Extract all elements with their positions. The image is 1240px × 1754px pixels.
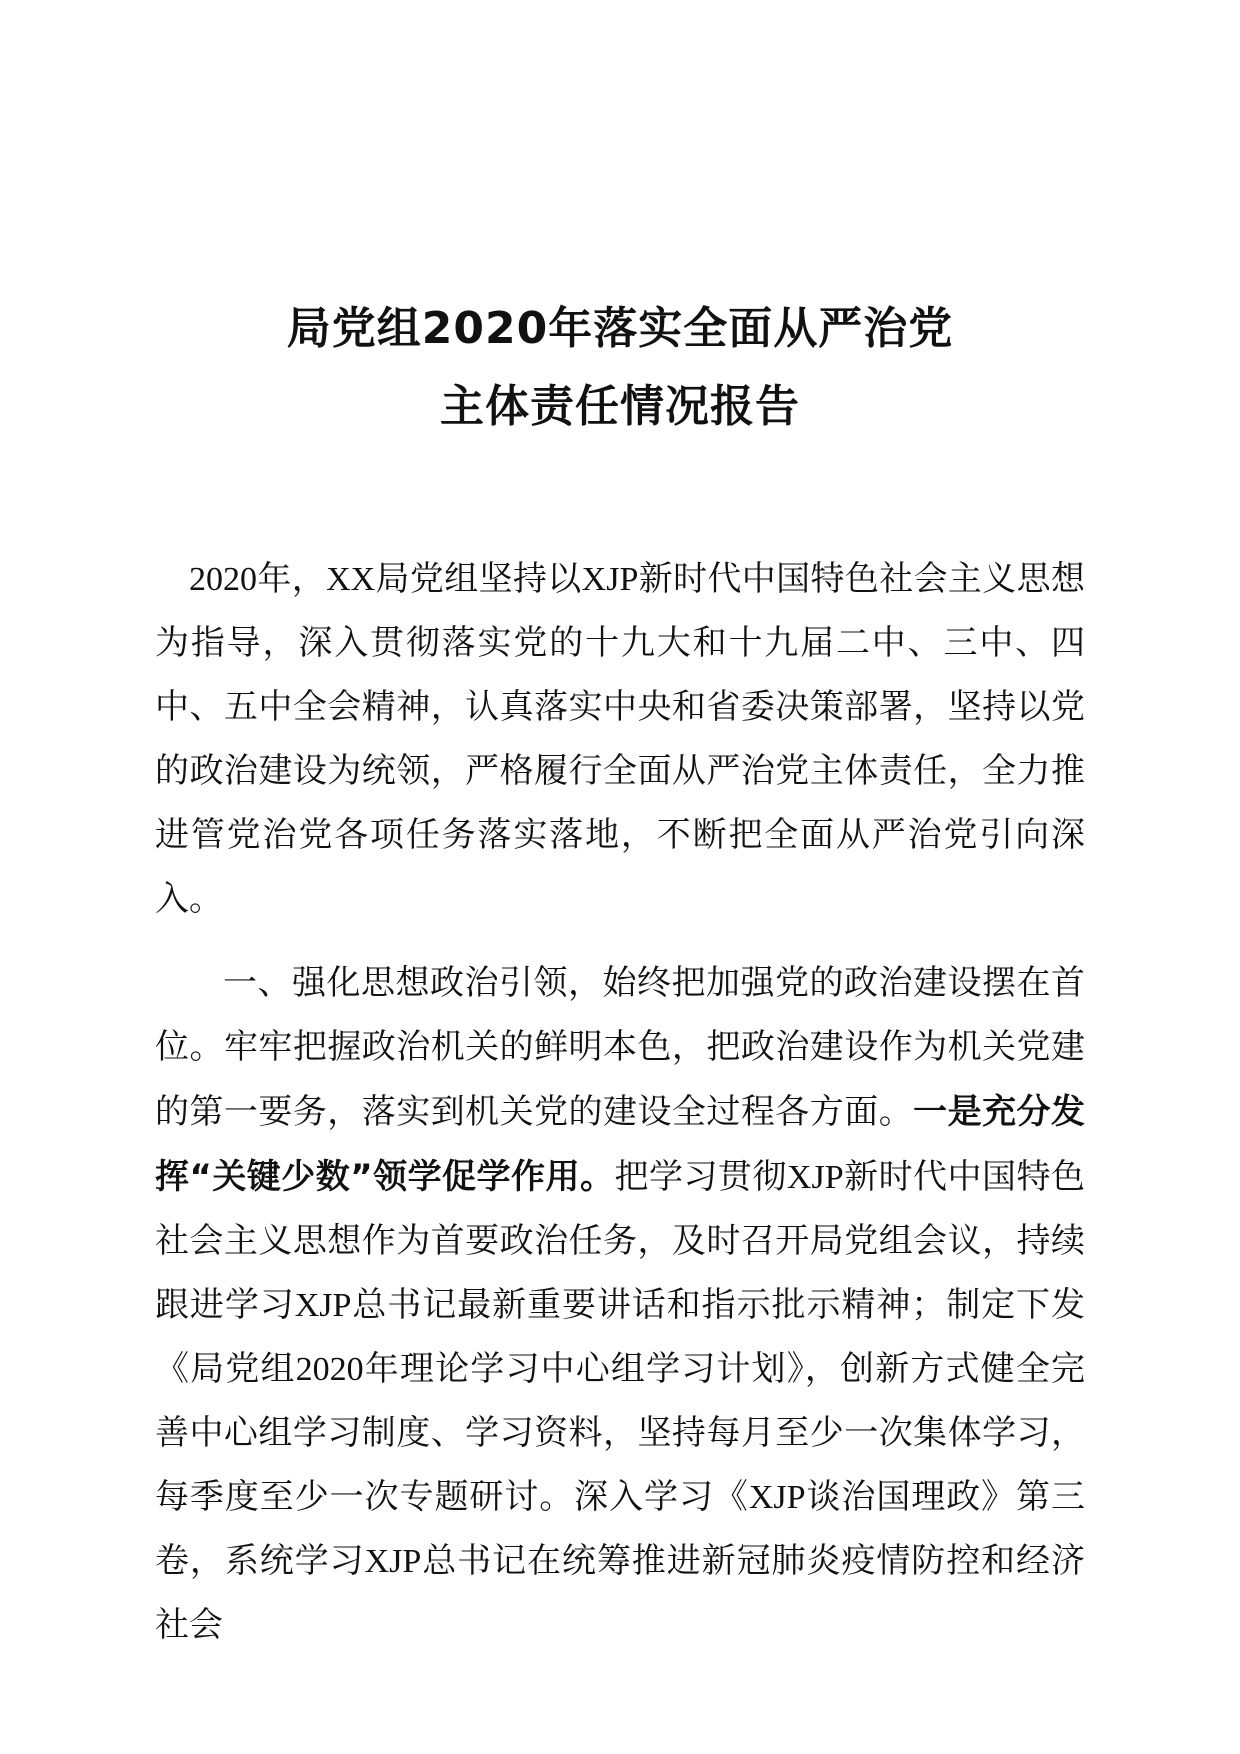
title-line-1: 局党组2020年落实全面从严治党 [286,303,954,354]
section-1-text-1: 牢牢把握政治机关的鲜明本色，把政治建设作为机关党建的第一要务，落实到机关党的建设全过程各方面。 [155,1029,1086,1131]
paragraph-section-1 [155,952,1085,1658]
paragraph-intro: 2020年，XX局党组坚持以XJP新时代中国特色社会主义思想为指导，深入贯彻落实党的十九大和十九届二中、三中、四中、五中全会精神，认真落实中央和省委决策部署，坚持以党的政治建设为统领，严格履行全面从严治党主体责任，全力推进管党治党各项任务落实落地，不断把全面从严治党引向深入。 [155,561,1085,918]
section-1-bold-point-1: 一是充分发挥“关键少数”领学促学作用。 [155,1092,1086,1197]
title-line-2: 主体责任情况报告 [440,381,800,432]
document-body [155,548,1085,1678]
section-1-heading: 一、强化思想政治引领，始终把加强党的政治建设摆在首位。 [155,965,1085,1066]
document-title [150,290,1090,446]
section-1-text-2: 把学习贯彻XJP新时代中国特色社会主义思想作为首要政治任务，及时召开局党组会议，持续跟进学习XJP总书记最新重要讲话和指示批示精神；制定下发《局党组2020年理论学习中心组学习计划》，创新方式健全完善中心组学习制度、学习资料，坚持每月至少一次集体学习，每季度至少一次专题研讨。深入学习《XJP谈治国理政》第三卷，系统学习XJP总书记在统筹推进新冠肺炎疫情防控和经济社会 [155,1159,1085,1644]
